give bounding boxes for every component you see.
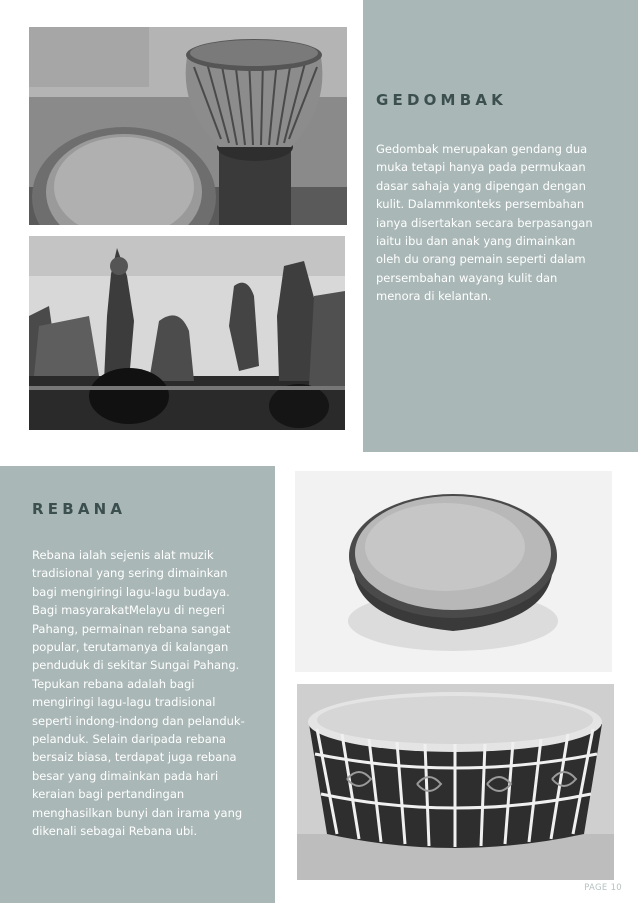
gedombak-photo (29, 27, 347, 225)
rebana-title: REBANA (32, 500, 127, 518)
page-number: PAGE 10 (584, 883, 622, 893)
gedombak-description: Gedombak merupakan gendang dua muka tetapi hanya pada permukaan dasar sahaja yang dipengan dengan kulit. Dalammkonteks persembahan ianya disertakan secara berpasangan iaitu ibu dan anak yang dimainkan oleh du orang pemain seperti dalam persembahan wayang kulit dan menora di kelantan. (376, 142, 593, 304)
rebana-large-photo (297, 684, 614, 880)
rebana-small-photo (295, 471, 612, 672)
gedombak-title: GEDOMBAK (376, 91, 507, 109)
rebana-description: Rebana ialah sejenis alat muzik tradisional yang sering dimainkan bagi mengiringi lagu-lagu budaya. Bagi masyarakatMelayu di negeri Pahang, permainan rebana sangat popular, terutamanya di kalangan penduduk di sekitar Sungai Pahang. Tepukan rebana adalah bagi mengiringi lagu-lagu tradisional seperti indong-indong dan pelanduk-pelanduk. Selain daripada rebana bersaiz biasa, terdapat juga rebana besar yang dimainkan pada hari keraian bagi pertandingan menghasilkan bunyi dan irama yang dikenali sebagai Rebana ubi. (32, 548, 245, 839)
wayang-kulit-photo (29, 236, 345, 430)
